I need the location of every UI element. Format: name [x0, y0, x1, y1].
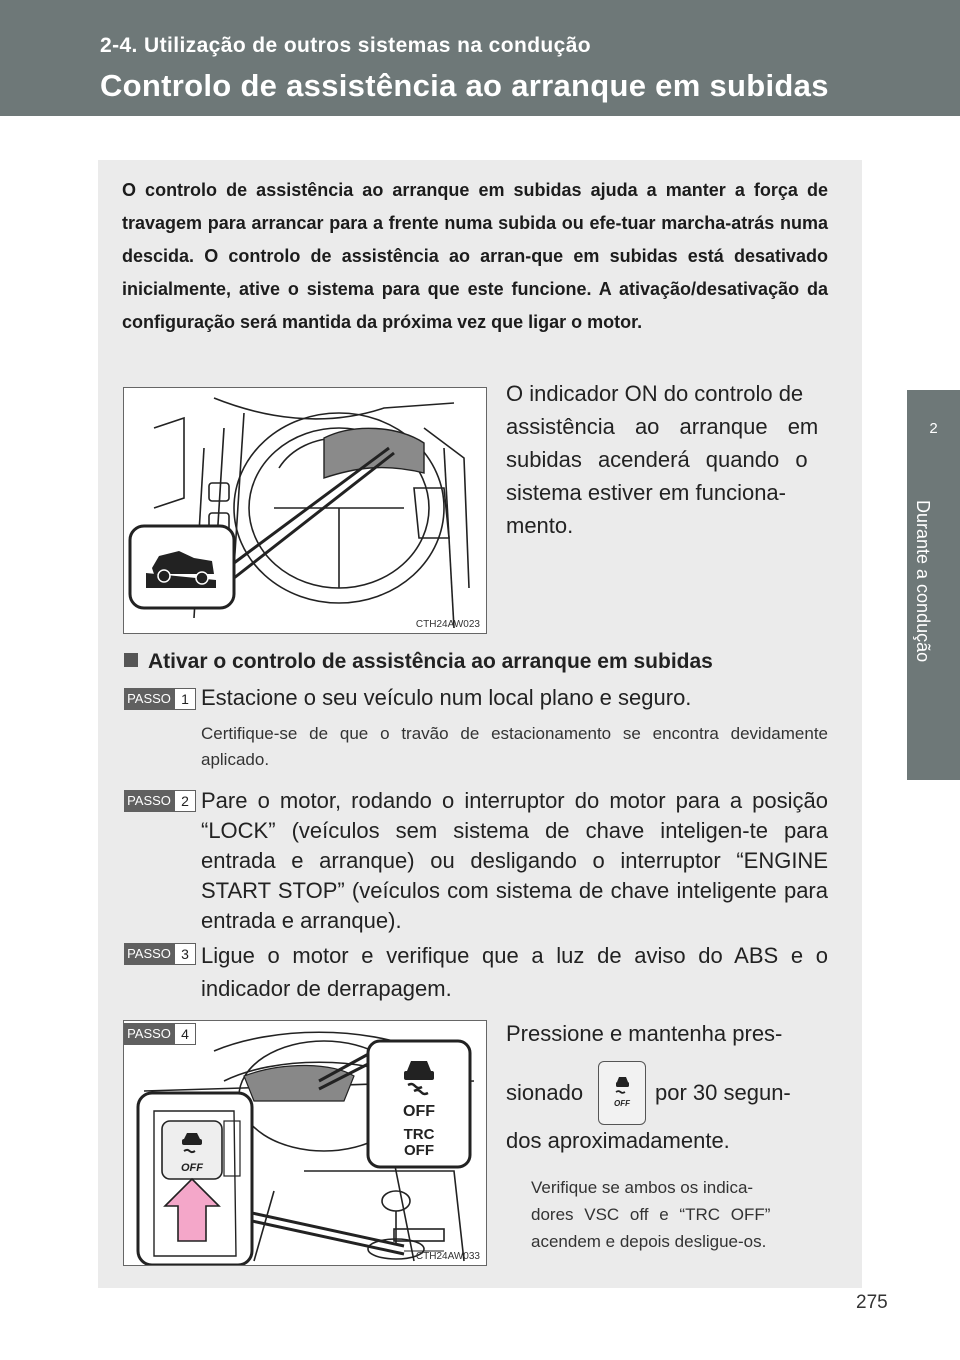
chapter-tab[interactable] [907, 390, 960, 780]
step-label-text: PASSO [124, 1023, 174, 1045]
chapter-label: Durante a condução [913, 500, 933, 663]
step-4-note [531, 1174, 831, 1255]
indicator-line-2: assistência ao arranque em [506, 414, 819, 439]
subheading [124, 650, 713, 674]
indicator-line-4: sistema estiver em funciona- [506, 480, 786, 505]
step-4-text [506, 1017, 836, 1050]
switch-illustration [124, 1021, 486, 1265]
step-2-label [124, 790, 196, 812]
step-4-label [124, 1023, 196, 1045]
step-2-text: Pare o motor, rodando o interruptor do motor para a posição “LOCK” (veículos sem sistema de chave inteligen-te para entrada e arranque) ou desligando o interruptor “ENGINE START STOP” (veículos com sistema de chave inteligente para entrada e arranque). [201, 788, 828, 933]
step-label-text: PASSO [124, 943, 174, 965]
step-number: 1 [174, 688, 196, 710]
step-4-note-line-3: acendem e depois desligue-os. [531, 1232, 767, 1251]
square-bullet-icon [124, 653, 138, 667]
step-1-note: Certifique-se de que o travão de estacionamento se encontra devidamente aplicado. [201, 724, 828, 769]
step-4-after: por 30 segun- [655, 1080, 791, 1105]
step-label-text: PASSO [124, 790, 174, 812]
figure-code: CTH24AW023 [415, 619, 480, 630]
page-number: 275 [856, 1292, 888, 1313]
intro-paragraph: O controlo de assistência ao arranque em subidas ajuda a manter a força de travagem para arrancar para a frente numa subida ou efe-tuar marcha-atrás numa descida. O controlo de assistência ao arran-que em subidas está desativado inicialmente, ative o sistema para que este funcione. A ativação/desativação da configuração será mantida da próxima vez que ligar o motor. [122, 180, 828, 332]
trc-off-label: OFF [404, 1142, 434, 1159]
step-4-note-line-1: Verifique se ambos os indica- [531, 1178, 754, 1197]
off-label: OFF [403, 1103, 435, 1120]
step-4-note-line-2: dores VSC off e “TRC OFF” [531, 1205, 771, 1224]
indicator-line-3: subidas acenderá quando o [506, 447, 808, 472]
step-number: 4 [174, 1023, 196, 1045]
step-4-line-1: Pressione e mantenha pres- [506, 1021, 783, 1046]
figure-code: CTH24AW033 [415, 1251, 480, 1262]
figure-vsc-switch [123, 1020, 487, 1266]
trc-label: TRC [403, 1126, 435, 1143]
chapter-number: 2 [929, 420, 938, 437]
step-3-text: Ligue o motor e verifique que a luz de aviso do ABS e o indicador de derrapagem. [201, 943, 828, 1001]
step-3-label [124, 943, 196, 965]
indicator-line-5: mento. [506, 513, 574, 538]
step-number: 2 [174, 790, 196, 812]
step-1-label [124, 688, 196, 710]
vsc-off-glyph [599, 1062, 645, 1124]
section-title: 2-4. Utilização de outros sistemas na condução [100, 34, 592, 57]
figure-dashboard [123, 387, 487, 634]
subheading-text: Ativar o controlo de assistência ao arranque em subidas [148, 650, 713, 673]
button-off-label: OFF [614, 1099, 630, 1108]
switch-off-label: OFF [181, 1162, 203, 1174]
page-header [0, 0, 960, 116]
indicator-description [506, 377, 828, 542]
vsc-off-button-icon [598, 1061, 646, 1125]
page-title: Controlo de assistência ao arranque em subidas [100, 68, 829, 103]
step-label-text: PASSO [124, 688, 174, 710]
dashboard-illustration [124, 388, 486, 633]
step-number: 3 [174, 943, 196, 965]
step-1-text: Estacione o seu veículo num local plano e seguro. [201, 685, 692, 710]
step-4-end: dos aproximadamente. [506, 1128, 730, 1153]
indicator-line-1: O indicador ON do controlo de [506, 381, 804, 406]
step-4-sionado: sionado [506, 1080, 584, 1105]
